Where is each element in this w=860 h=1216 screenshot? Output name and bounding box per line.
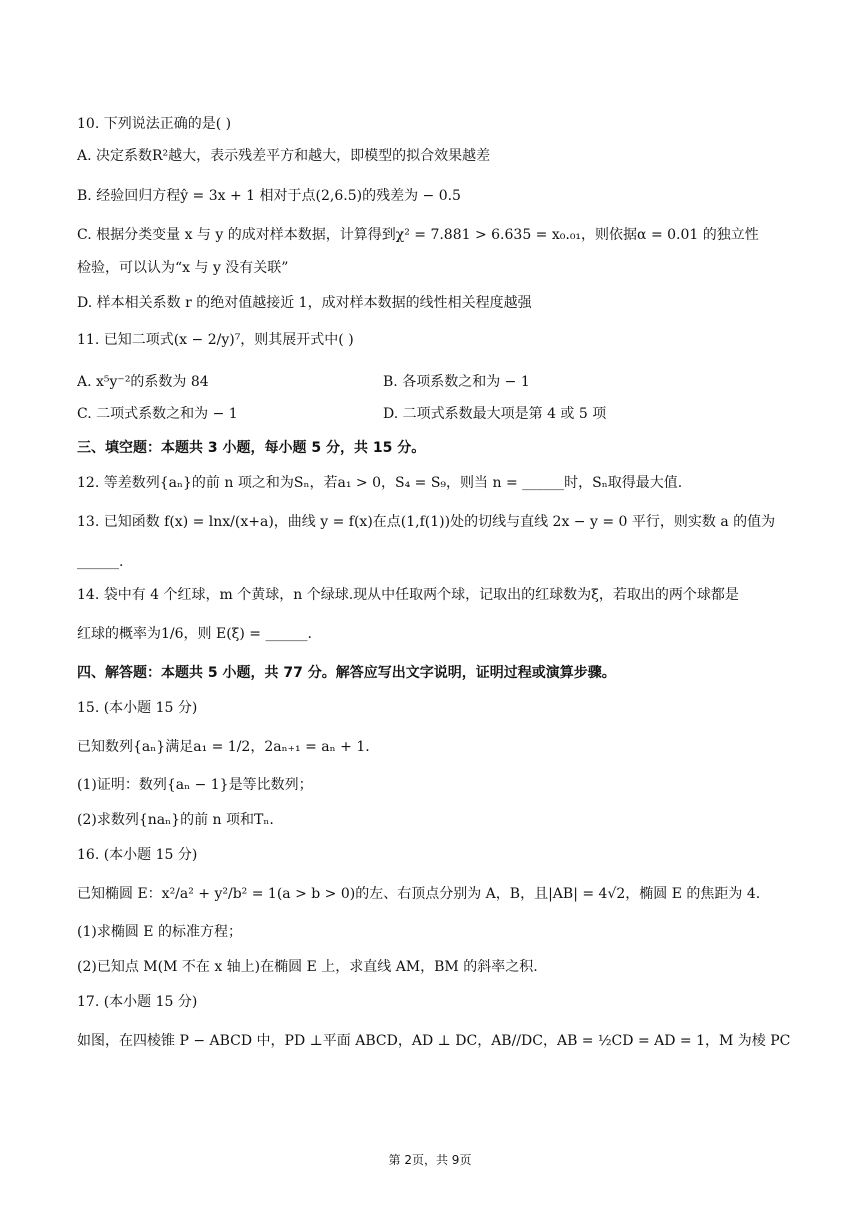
q17-given: 如图，在四棱锥 P − ABCD 中，PD ⊥平面 ABCD，AD ⊥ DC，AB//DC，AB = ½CD = AD = 1，M 为棱 PC [77,1033,790,1049]
q14-line2: 红球的概率为1/6，则 E(ξ) = ______. [77,626,312,642]
q11-stem: 11. 已知二项式(x − 2/y)⁷，则其展开式中( ) [77,332,354,348]
q15-given: 已知数列{aₙ}满足a₁ = 1/2，2aₙ₊₁ = aₙ + 1. [77,739,370,755]
q16-heading: 16. (本小题 15 分) [77,847,198,863]
q10-option-a: A. 决定系数R²越大，表示残差平方和越大，即模型的拟合效果越差 [77,148,491,164]
q13-line2: ______. [77,554,124,570]
section-4-heading: 四、解答题：本题共 5 小题，共 77 分。解答应写出文字说明，证明过程或演算步骤。 [77,665,616,681]
q15-heading: 15. (本小题 15 分) [77,700,198,716]
q12-text: 12. 等差数列{aₙ}的前 n 项之和为Sₙ，若a₁ > 0，S₄ = S₉，则当 n = ______时，Sₙ取得最大值. [77,475,683,491]
q10-option-c-line1: C. 根据分类变量 x 与 y 的成对样本数据，计算得到χ² = 7.881 > 6.635 = x₀.₀₁，则依据α = 0.01 的独立性 [77,227,759,243]
section-3-heading: 三、填空题：本题共 3 小题，每小题 5 分，共 15 分。 [77,440,426,456]
q11-option-b: B. 各项系数之和为 − 1 [383,374,530,390]
q16-part1: (1)求椭圆 E 的标准方程； [77,924,242,940]
q11-option-d: D. 二项式系数最大项是第 4 或 5 项 [383,406,607,422]
q10-stem: 10. 下列说法正确的是( ) [77,116,232,132]
q10-option-d: D. 样本相关系数 r 的绝对值越接近 1，成对样本数据的线性相关程度越强 [77,295,532,311]
q13-line1: 13. 已知函数 f(x) = lnx/(x+a)，曲线 y = f(x)在点(1,f(1))处的切线与直线 2x − y = 0 平行，则实数 a 的值为 [77,514,776,530]
q16-given: 已知椭圆 E：x²/a² + y²/b² = 1(a > b > 0)的左、右顶点分别为 A，B，且|AB| = 4√2，椭圆 E 的焦距为 4. [77,886,761,902]
q10-option-b: B. 经验回归方程ŷ = 3x + 1 相对于点(2,6.5)的残差为 − 0.5 [77,188,461,204]
page-footer: 第 2页，共 9页 [388,1153,472,1167]
q15-part1: (1)证明：数列{aₙ − 1}是等比数列； [77,777,313,793]
q17-heading: 17. (本小题 15 分) [77,994,198,1010]
q16-part2: (2)已知点 M(M 不在 x 轴上)在椭圆 E 上，求直线 AM，BM 的斜率之积. [77,959,538,975]
q11-option-a: A. x⁵y⁻²的系数为 84 [77,374,209,390]
q10-option-c-line2: 检验，可以认为“x 与 y 没有关联” [77,260,289,276]
q15-part2: (2)求数列{naₙ}的前 n 项和Tₙ. [77,812,274,828]
q14-line1: 14. 袋中有 4 个红球，m 个黄球，n 个绿球.现从中任取两个球，记取出的红球数为ξ，若取出的两个球都是 [77,587,739,603]
q11-option-c: C. 二项式系数之和为 − 1 [77,406,238,422]
